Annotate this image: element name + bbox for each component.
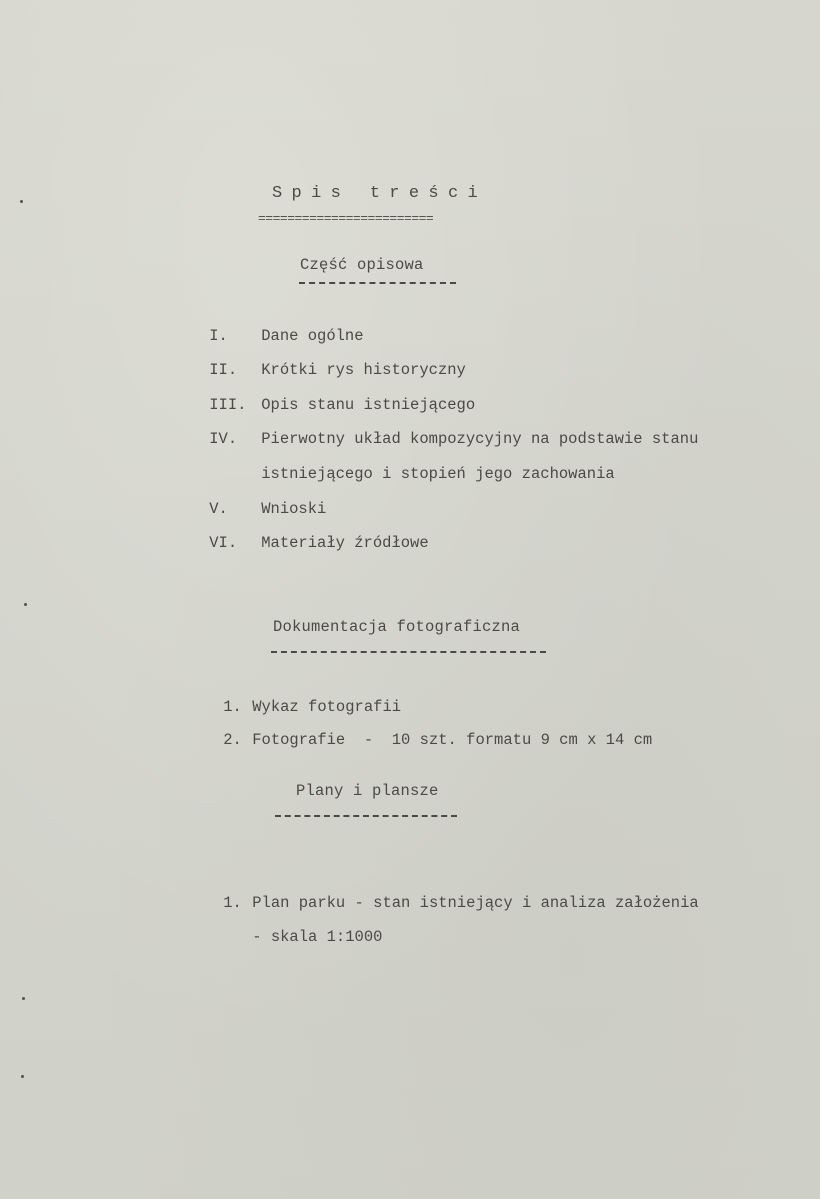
section-heading-descriptive: Część opisowa [300,256,424,274]
list-item-number: 1. [223,698,242,716]
list-item-text: - skala 1:1000 [252,928,383,946]
section-heading-underline [275,815,457,817]
section-heading-underline [299,282,456,284]
margin-speck [22,997,25,1000]
list-item [172,516,429,570]
margin-speck [24,603,27,606]
list-item-number: III. [209,396,247,414]
list-item-text: Pierwotny układ kompozycyjny na podstawie stanu [261,430,699,448]
list-item-text: Krótki rys historyczny [261,361,466,379]
list-item-text: Wnioski [261,500,327,518]
list-item-text: Opis stanu istniejącego [261,396,476,414]
list-item-number: 1. [223,894,242,912]
section-heading-plans: Plany i plansze [296,782,439,800]
list-item-number: IV. [209,430,238,448]
section-heading-photo: Dokumentacja fotograficzna [273,618,521,636]
list-item-text: istniejącego i stopień jego zachowania [261,465,615,483]
list-item-text: Plan parku - stan istniejący i analiza założenia [252,894,699,912]
list-item-number: I. [209,327,228,345]
list-item-text: Fotografie - 10 szt. formatu 9 cm x 14 cm [252,731,653,749]
list-item-number: 2. [223,731,242,749]
list-item [186,713,652,767]
margin-speck [20,200,23,203]
list-item-text: Wykaz fotografii [252,698,402,716]
list-item-text: Dane ogólne [261,327,364,345]
list-item-number: II. [209,361,238,379]
section-heading-underline [271,651,546,653]
list-item-continuation [186,910,382,964]
title-double-rule: ======================== [258,211,434,226]
list-item-number: VI. [209,534,238,552]
list-item-number: V. [209,500,228,518]
page-title: Spis treści [272,184,488,203]
margin-speck [21,1075,24,1078]
list-item-text: Materiały źródłowe [261,534,429,552]
